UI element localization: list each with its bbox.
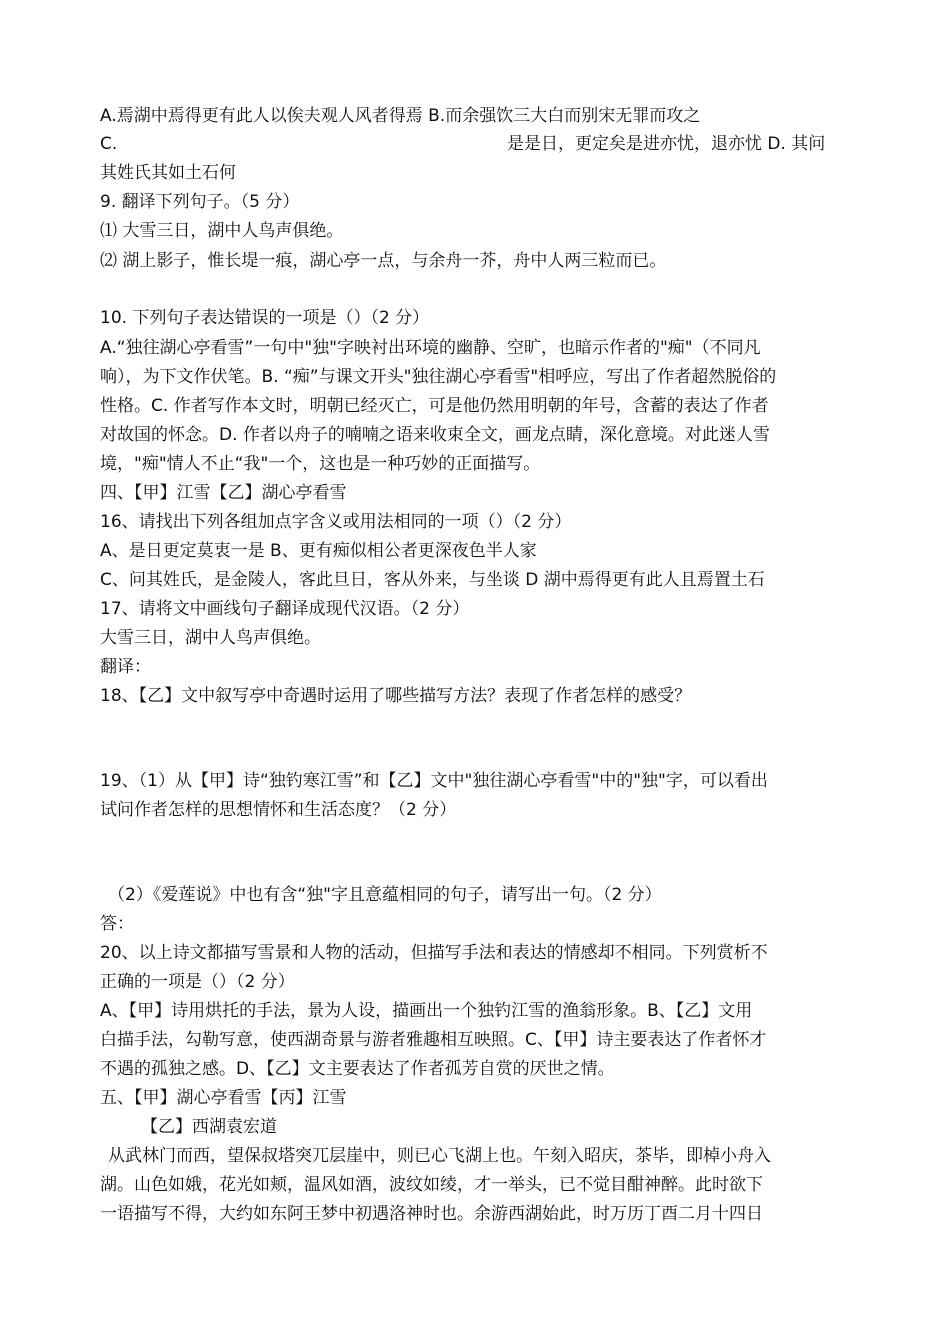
question-20-options-2: 白描手法，勾勒写意，使西湖奇景与游者雅趣相互映照。C、【甲】诗主要表达了作者怀才 bbox=[100, 1030, 767, 1050]
passage-line-1: 从武林门而西，望保叔塔突兀层崖中，则已心飞湖上也。午刻入昭庆，茶毕，即棹小舟入 bbox=[108, 1146, 771, 1166]
question-9-item-2: ⑵ 湖上影子，惟长堤一痕，湖心亭一点，与余舟一芥，舟中人两三粒而已。 bbox=[100, 251, 667, 271]
question-17-sentence: 大雪三日，湖中人鸟声俱绝。 bbox=[100, 628, 321, 648]
question-19-part-2: （2）《爱莲说》中也有含“独"字且意蕴相同的句子，请写出一句。（2 分） bbox=[108, 885, 662, 905]
question-19-answer-label: 答： bbox=[100, 914, 134, 934]
passage-line-3: 一语描写不得，大约如东阿王梦中初遇洛神时也。余游西湖始此，时万历丁酉二月十四日 bbox=[100, 1204, 763, 1224]
question-9: 9. 翻译下列句子。（5 分） bbox=[100, 192, 300, 212]
question-20-options-3: 不遇的孤独之感。D、【乙】文主要表达了作者孤芳自赏的厌世之情。 bbox=[100, 1059, 615, 1079]
question-10-line-3: 性格。C. 作者写作本文时，明朝已经灭亡，可是他仍然用明朝的年号，含蓄的表达了作者 bbox=[100, 396, 769, 416]
question-10-line-5: 境，"痴"情人不止“我"一个，这也是一种巧妙的正面描写。 bbox=[100, 454, 541, 474]
question-20: 20、以上诗文都描写雪景和人物的活动，但描写手法和表达的情感却不相同。下列赏析不 bbox=[100, 943, 768, 963]
question-9-item-1: ⑴ 大雪三日，湖中人鸟声俱绝。 bbox=[100, 221, 344, 241]
line-8-option-d-cont: 其姓氏其如土石何 bbox=[100, 163, 236, 183]
question-18: 18、【乙】文中叙写亭中奇遇时运用了哪些描写方法？表现了作者怎样的感受？ bbox=[100, 686, 692, 706]
question-10-line-1: A.“独往湖心亭看雪”一句中"独"字映衬出环境的幽静、空旷，也暗示作者的"痴"（不同凡 bbox=[100, 338, 761, 358]
section-5-subheading: 【乙】西湖袁宏道 bbox=[141, 1117, 277, 1137]
question-17-answer-label: 翻译： bbox=[100, 657, 151, 677]
question-20-options-1: A、【甲】诗用烘托的手法，景为人设，描画出一个独钓江雪的渔翁形象。B、【乙】文用 bbox=[100, 1001, 753, 1021]
section-4-heading: 四、【甲】江雪【乙】湖心亭看雪 bbox=[100, 483, 347, 503]
question-10-line-4: 对故国的怀念。D. 作者以舟子的喃喃之语来收束全文，画龙点睛，深化意境。对此迷人雪 bbox=[100, 425, 770, 445]
question-16: 16、请找出下列各组加点字含义或用法相同的一项（）（2 分） bbox=[100, 512, 572, 532]
question-16-options-ab: A、是日更定莫衷一是 B、更有痴似相公者更深夜色半人家 bbox=[100, 541, 537, 561]
line-8-option-c: C. bbox=[100, 134, 118, 154]
question-20-cont: 正确的一项是（）（2 分） bbox=[100, 972, 295, 992]
passage-line-2: 湖。山色如娥，花光如颊，温风如酒，波纹如绫，才一举头，已不觉目酣神醉。此时欲下 bbox=[100, 1175, 763, 1195]
question-19-part-1: 19、（1）从【甲】诗“独钓寒江雪”和【乙】文中"独往湖心亭看雪"中的"独"字，可以看出 bbox=[100, 771, 768, 791]
question-10-line-2: 响），为下文作伏笔。B. “痴”与课文开头"独往湖心亭看雪"相呼应，写出了作者超然脱俗的 bbox=[100, 367, 777, 387]
section-5-heading: 五、【甲】湖心亭看雪【丙】江雪 bbox=[100, 1088, 347, 1108]
question-17: 17、请将文中画线句子翻译成现代汉语。（2 分） bbox=[100, 599, 470, 619]
question-10: 10. 下列句子表达错误的一项是（）（2 分） bbox=[100, 308, 430, 328]
question-19-part-1-cont: 试问作者怎样的思想情怀和生活态度？（2 分） bbox=[100, 800, 457, 820]
line-8-option-c-d: 是是日，更定矣是进亦忧，退亦忧 D. 其问 bbox=[507, 134, 826, 154]
question-16-options-cd: C、问其姓氏，是金陵人，客此旦日，客从外来，与坐谈 D 湖中焉得更有此人且焉置土石 bbox=[100, 570, 765, 590]
line-8-options-ab: A.焉湖中焉得更有此人以俟夫观人风者得焉 B.而余强饮三大白而别宋无罪而攻之 bbox=[100, 106, 701, 126]
